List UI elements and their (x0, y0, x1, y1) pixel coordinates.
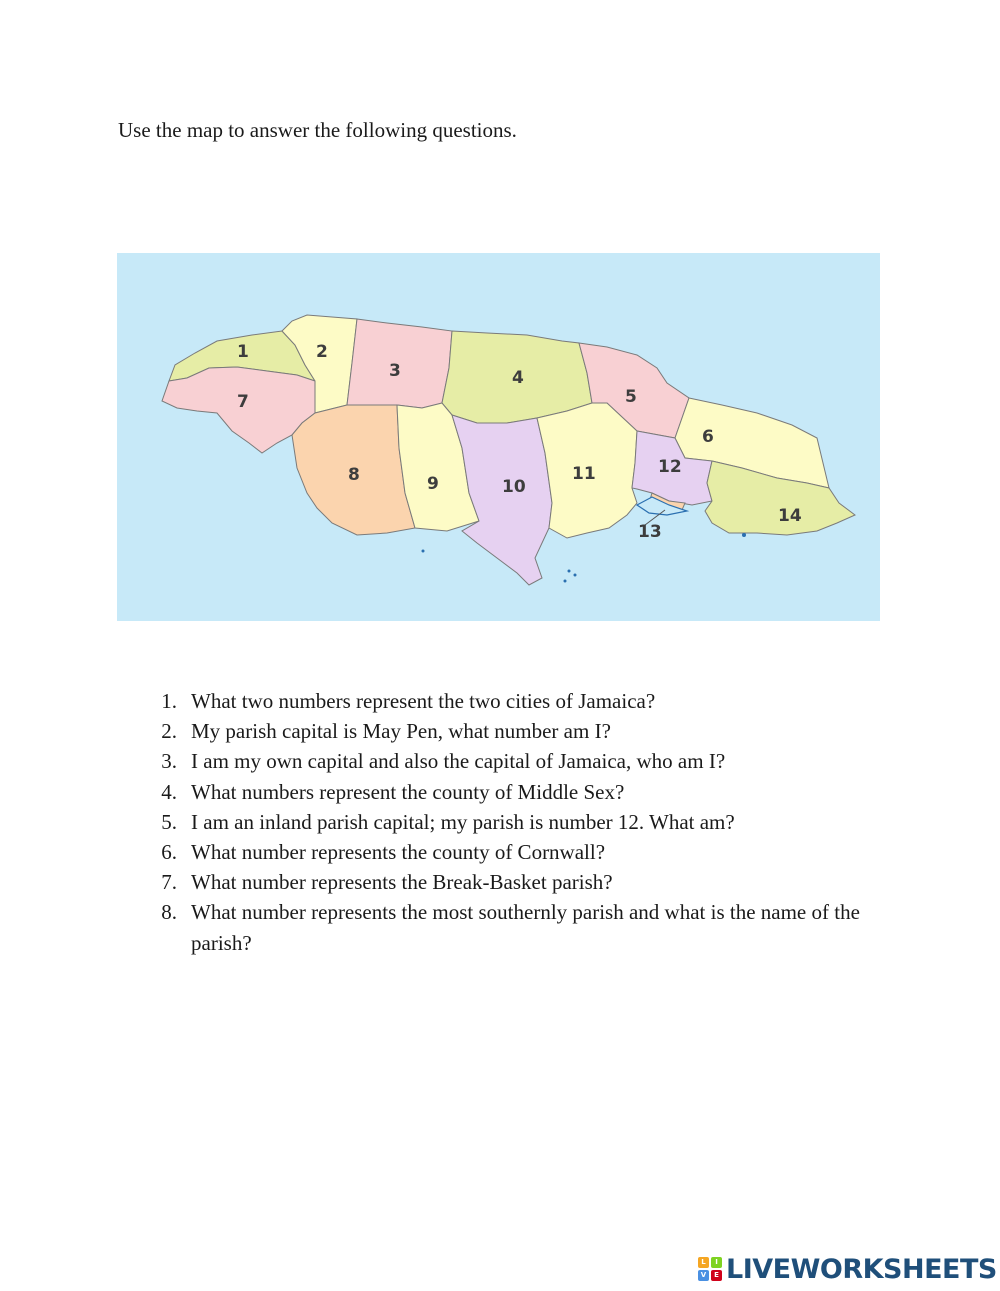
question-text: What two numbers represent the two cities of Jamaica? (191, 689, 656, 713)
question-text: I am my own capital and also the capital of Jamaica, who am I? (191, 749, 726, 774)
liveworksheets-brand[interactable] (698, 1252, 997, 1286)
question-number: 5. (161, 809, 177, 834)
liveworksheets-logo-icon (698, 1257, 722, 1281)
cay-dot (568, 570, 571, 573)
question-text: What number represents the most southernly parish and what is the name of the parish? (191, 900, 860, 955)
parish-label-6: 6 (702, 427, 714, 447)
logo-letter: L (698, 1257, 709, 1268)
instruction-text: Use the map to answer the following questions. (118, 118, 517, 142)
question-item (140, 897, 880, 957)
question-item (140, 686, 880, 716)
parish-label-3: 3 (389, 361, 401, 381)
map-svg (117, 253, 880, 621)
parish-label-12: 12 (658, 457, 682, 477)
question-number: 8. (161, 900, 177, 925)
jamaica-parish-map (117, 253, 880, 621)
logo-letter: E (711, 1270, 722, 1281)
logo-letter: V (698, 1270, 709, 1281)
question-item (140, 867, 880, 897)
question-text: What number represents the Break-Basket parish? (191, 870, 613, 895)
question-number: 2. (161, 719, 177, 744)
parish-label-5: 5 (625, 387, 637, 407)
parish-label-1: 1 (237, 342, 249, 362)
question-item (140, 746, 880, 776)
brand-name: LIVEWORKSHEETS (726, 1253, 997, 1285)
question-text: I am an inland parish capital; my parish is number 12. What am? (191, 809, 735, 834)
cay-dot (564, 580, 567, 583)
question-item (140, 777, 880, 807)
parish-label-8: 8 (348, 465, 360, 485)
parish-label-9: 9 (427, 474, 439, 494)
logo-letter: I (711, 1257, 722, 1268)
cay-dot (742, 533, 746, 537)
question-text: What numbers represent the county of Middle Sex? (191, 779, 625, 804)
question-item (140, 837, 880, 867)
question-number: 1. (161, 689, 177, 713)
question-item (140, 716, 880, 746)
question-number: 6. (161, 840, 177, 865)
question-number: 7. (161, 870, 177, 895)
cay-dot (422, 550, 425, 553)
parish-label-4: 4 (512, 368, 524, 388)
question-number: 3. (161, 749, 177, 774)
parish-label-10: 10 (502, 477, 526, 497)
question-number: 4. (161, 779, 177, 804)
parish-label-14: 14 (778, 506, 802, 526)
question-item (140, 807, 880, 837)
parish-label-13: 13 (638, 522, 662, 542)
question-text: What number represents the county of Cornwall? (191, 840, 606, 865)
parish-label-2: 2 (316, 342, 328, 362)
question-list (140, 686, 880, 958)
parish-label-11: 11 (572, 464, 596, 484)
question-text: My parish capital is May Pen, what number am I? (191, 719, 611, 744)
cay-dot (574, 574, 577, 577)
parish-label-7: 7 (237, 392, 249, 412)
